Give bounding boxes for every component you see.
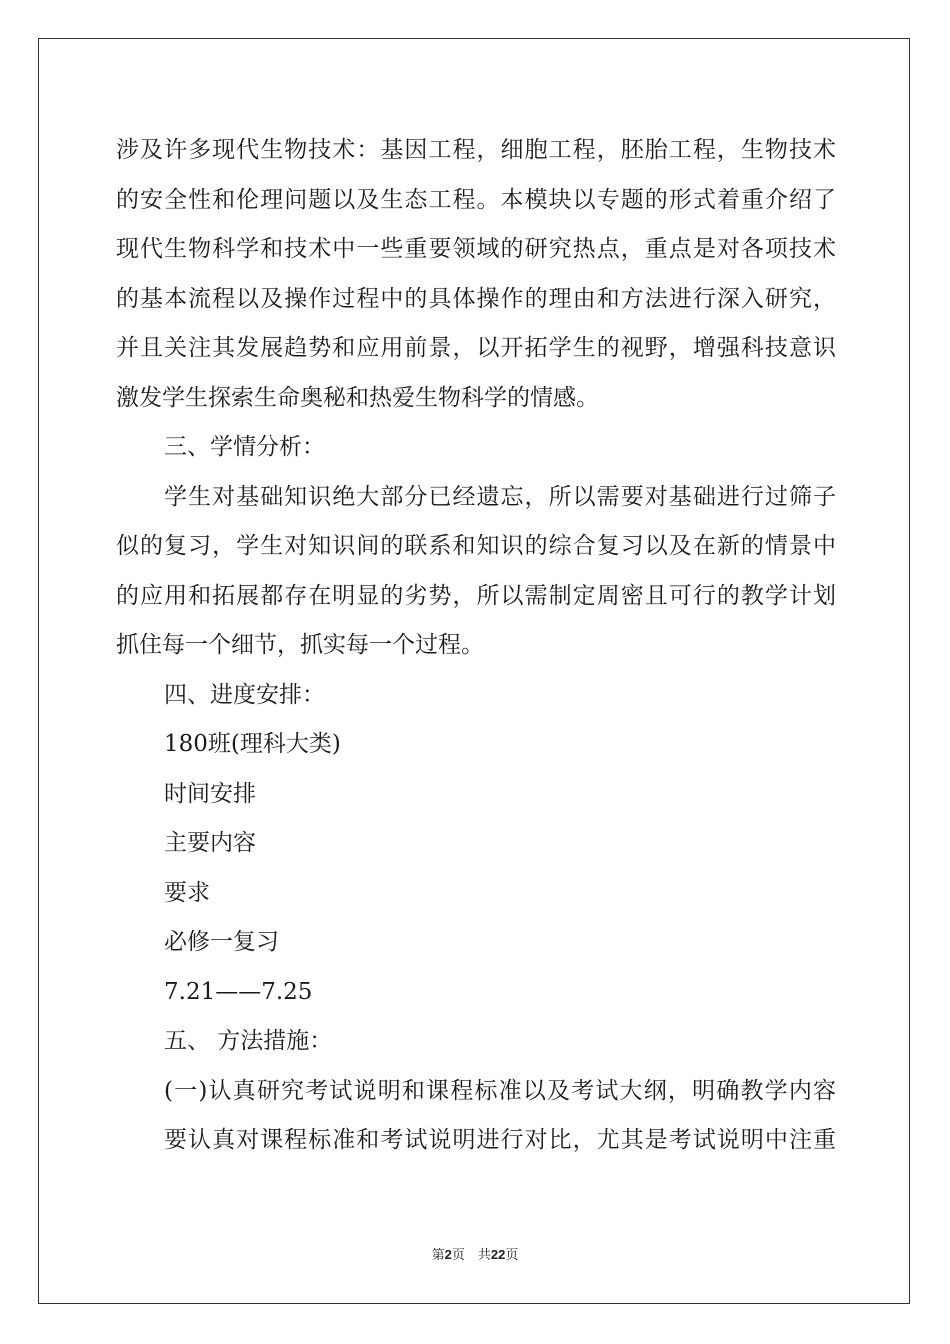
table-cell: 必修一复习	[164, 929, 279, 955]
footer-page-number: 2	[444, 1247, 452, 1262]
footer-suffix: 页	[505, 1248, 519, 1263]
page-footer	[0, 1244, 950, 1263]
document-body	[116, 126, 836, 1166]
class-label: 180班(理科大类)	[164, 731, 341, 757]
table-cell: 要求	[164, 879, 210, 906]
table-cell: 时间安排	[164, 780, 256, 807]
paragraph-line: 的应用和拓展都存在明显的劣势，所以需制定周密且可行的教学计划	[116, 582, 836, 609]
paragraph-line: 的安全性和伦理问题以及生态工程。本模块以专题的形式着重介绍了	[116, 186, 836, 213]
paragraph-line: 涉及许多现代生物技术：基因工程，细胞工程，胚胎工程，生物技术	[116, 137, 836, 163]
footer-prefix: 第	[431, 1248, 445, 1263]
paragraph-line: (一)认真研究考试说明和课程标准以及考试大纲，明确教学内容	[164, 1077, 836, 1104]
section-heading: 五、 方法措施：	[164, 1028, 333, 1054]
paragraph-line: 现代生物科学和技术中一些重要领域的研究热点，重点是对各项技术	[116, 236, 836, 262]
table-cell: 7.21——7.25	[164, 978, 313, 1005]
paragraph-line: 抓住每一个细节，抓实每一个过程。	[116, 632, 484, 658]
paragraph-line: 激发学生探索生命奥秘和热爱生物科学的情感。	[116, 384, 599, 411]
paragraph-line: 的基本流程以及操作过程中的具体操作的理由和方法进行深入研究，	[116, 285, 836, 312]
footer-middle: 页 共	[451, 1248, 491, 1263]
section-heading: 四、进度安排：	[164, 681, 325, 708]
paragraph-line: 学生对基础知识绝大部分已经遗忘，所以需要对基础进行过筛子	[164, 483, 836, 510]
paragraph-line: 似的复习，学生对知识间的联系和知识的综合复习以及在新的情景中	[116, 533, 836, 559]
footer-total-pages: 22	[490, 1247, 506, 1262]
paragraph-line: 并且关注其发展趋势和应用前景，以开拓学生的视野，增强科技意识	[116, 335, 836, 361]
table-cell: 主要内容	[164, 830, 256, 856]
section-heading: 三、学情分析：	[164, 434, 325, 460]
paragraph-line: 要认真对课程标准和考试说明进行对比，尤其是考试说明中注重	[164, 1127, 836, 1153]
